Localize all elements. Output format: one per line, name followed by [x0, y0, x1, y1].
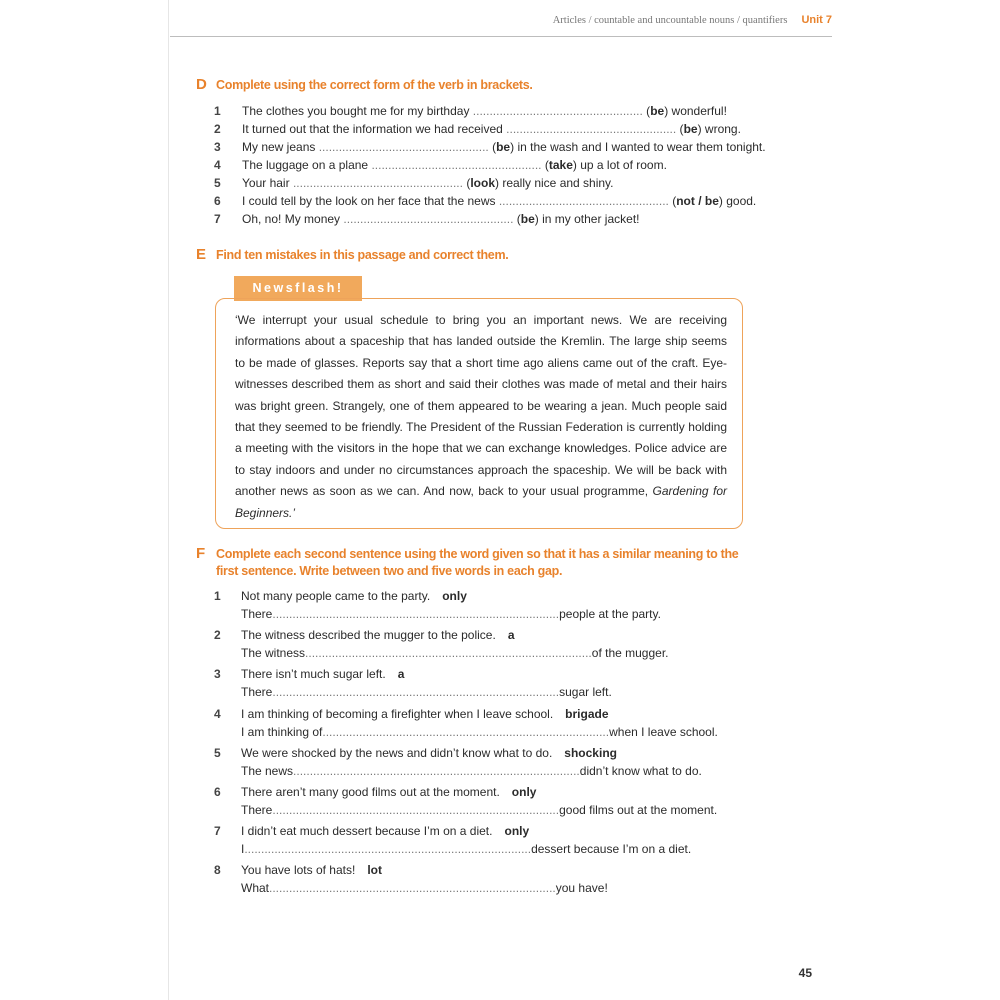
- answer-gap[interactable]: ......................................................................................: [322, 724, 610, 739]
- second-sentence-line: [214, 801, 774, 819]
- first-sentence-line: [214, 822, 774, 840]
- verb-in-brackets: take: [548, 158, 573, 172]
- section-f-title: [216, 546, 738, 580]
- second-sentence-line: [214, 762, 774, 780]
- key-word: only: [504, 824, 530, 839]
- second-end: of the mugger.: [591, 646, 669, 661]
- section-f-letter: F: [196, 545, 206, 562]
- first-sentence-line: [214, 587, 774, 605]
- exercise-item: [214, 174, 814, 192]
- workbook-page: [170, 0, 832, 1000]
- key-word: only: [511, 784, 537, 799]
- second-start: I: [241, 842, 245, 857]
- key-word: only: [442, 589, 467, 603]
- item-text: My new jeans ................................................... (be) in the wash and I wanted to wear them tonight.: [242, 140, 766, 154]
- item-text: The clothes you bought me for my birthday ................................................... (be) wonderful!: [242, 104, 727, 118]
- section-e-title: Find ten mistakes in this passage and correct them.: [216, 248, 509, 262]
- second-sentence-line: [214, 605, 774, 623]
- item-number: 8: [214, 863, 221, 878]
- first-sentence: There isn’t much sugar left.: [241, 667, 386, 682]
- page-number: 45: [798, 966, 812, 980]
- answer-gap[interactable]: ......................................................................................: [272, 607, 560, 621]
- item-text: Oh, no! My money ................................................... (be) in my other jacket!: [242, 212, 640, 226]
- exercise-item: [214, 192, 814, 210]
- item-number: 1: [214, 589, 221, 603]
- verb-in-brackets: be: [520, 212, 535, 226]
- item-number: 6: [214, 194, 221, 208]
- second-sentence-line: [214, 879, 774, 897]
- verb-in-brackets: not / be: [676, 194, 719, 208]
- first-sentence: There aren’t many good films out at the moment.: [241, 784, 500, 799]
- section-e-letter: E: [196, 246, 207, 263]
- section-d-list: [214, 102, 814, 228]
- exercise-item: [214, 102, 814, 120]
- section-d-title: Complete using the correct form of the verb in brackets.: [216, 78, 533, 92]
- header-topic: Articles / countable and uncountable nouns / quantifiers: [552, 15, 788, 26]
- answer-gap[interactable]: ......................................................................................: [244, 842, 532, 857]
- first-sentence: I didn’t eat much dessert because I’m on a diet.: [241, 824, 493, 839]
- transformation-item: [214, 587, 774, 626]
- second-start: The news: [241, 763, 294, 778]
- exercise-item: [214, 156, 814, 174]
- second-start: The witness: [241, 646, 306, 661]
- first-sentence-line: [214, 861, 774, 879]
- second-start: What: [241, 881, 270, 896]
- item-before: The clothes you bought me for my birthday: [242, 104, 473, 118]
- item-after: wrong.: [701, 122, 741, 136]
- second-sentence-line: [214, 840, 774, 858]
- section-f-title-line1: Complete each second sentence using the word given so that it has a similar meaning to the: [216, 547, 739, 561]
- second-sentence-line: [214, 683, 774, 701]
- item-number: 6: [214, 784, 221, 799]
- item-before: It turned out that the information we had received: [242, 122, 507, 136]
- answer-gap[interactable]: ......................................................................................: [293, 763, 580, 778]
- key-word: a: [507, 628, 515, 643]
- first-sentence: I am thinking of becoming a firefighter when I leave school.: [241, 706, 554, 721]
- second-sentence-line: [214, 723, 774, 741]
- item-number: 3: [214, 667, 221, 682]
- first-sentence-line: [214, 665, 774, 683]
- answer-gap[interactable]: ...................................................: [292, 176, 463, 190]
- transformation-item: [214, 705, 774, 744]
- exercise-item: [214, 120, 814, 138]
- second-start: There: [241, 607, 273, 621]
- second-end: when I leave school.: [609, 724, 718, 739]
- answer-gap[interactable]: ......................................................................................: [305, 646, 592, 661]
- first-sentence: You have lots of hats!: [241, 863, 356, 878]
- second-sentence-line: [214, 644, 774, 662]
- first-sentence-line: [214, 626, 774, 644]
- second-start: I am thinking of: [241, 724, 323, 739]
- passage-body: ‘We interrupt your usual schedule to bring you an important news. We are receiving informations about a spaceship that has landed outside the Kremlin. The large ship seems to be made of glasses. Reports say that a short time ago aliens came out of the craft. Eye-witnesses described them as short and said their clothes was made of metal and their hairs was bright green. Strangely, one of them appeared to be wearing a jean. Much people said that they seemed to be friendly. The President of the Russian Federation is currently holding a meeting with the visitors in the hope that we can exchange knowledges. Police advice are to stay indoors and under no circumstances approach the spaceship. We will be back with another news as soon as we can. And now, back to your usual programme,: [235, 313, 727, 499]
- section-d-letter: D: [196, 76, 207, 93]
- second-start: There: [241, 802, 273, 817]
- answer-gap[interactable]: ......................................................................................: [269, 881, 556, 896]
- item-text: Your hair ................................................... (look) really nice and shiny.: [242, 176, 614, 190]
- second-end: you have!: [555, 881, 608, 896]
- transformation-item: [214, 744, 774, 783]
- verb-in-brackets: be: [496, 140, 511, 154]
- item-before: Your hair: [242, 176, 293, 190]
- item-number: 4: [214, 158, 221, 172]
- item-after: in my other jacket!: [538, 212, 640, 226]
- item-number: 2: [214, 628, 221, 643]
- second-end: didn’t know what to do.: [579, 763, 702, 778]
- answer-gap[interactable]: ...................................................: [371, 158, 542, 172]
- item-after: really nice and shiny.: [499, 176, 614, 190]
- second-end: dessert because I’m on a diet.: [531, 842, 692, 857]
- item-before: My new jeans: [242, 140, 319, 154]
- transformation-item: [214, 861, 774, 900]
- transformation-item: [214, 783, 774, 822]
- item-number: 5: [214, 745, 221, 760]
- first-sentence-line: [214, 744, 774, 762]
- newsflash-tag: Newsflash!: [234, 276, 362, 301]
- answer-gap[interactable]: ...................................................: [498, 194, 669, 208]
- item-number: 7: [214, 212, 221, 226]
- item-text: I could tell by the look on her face that the news ................................................... (not / be) good.: [242, 194, 757, 208]
- exercise-item: [214, 210, 814, 228]
- section-f-list: [214, 587, 774, 901]
- item-number: 4: [214, 706, 221, 721]
- item-text: The luggage on a plane ................................................... (take) up a lot of room.: [242, 158, 667, 172]
- key-word: brigade: [565, 706, 609, 721]
- first-sentence-line: [214, 705, 774, 723]
- exercise-item: [214, 138, 814, 156]
- item-number: 1: [214, 104, 221, 118]
- key-word: lot: [367, 863, 382, 878]
- section-f-title-line2: first sentence. Write between two and five words in each gap.: [216, 564, 563, 578]
- passage-text: [235, 310, 727, 524]
- item-after: up a lot of room.: [576, 158, 667, 172]
- item-number: 3: [214, 140, 221, 154]
- key-word: shocking: [564, 745, 617, 760]
- second-end: people at the party.: [559, 607, 661, 621]
- first-sentence: We were shocked by the news and didn’t know what to do.: [241, 745, 553, 760]
- answer-gap[interactable]: ...................................................: [318, 140, 489, 154]
- answer-gap[interactable]: ...................................................: [472, 104, 643, 118]
- second-start: There: [241, 685, 273, 700]
- first-sentence: The witness described the mugger to the police.: [241, 628, 496, 643]
- answer-gap[interactable]: ...................................................: [343, 212, 514, 226]
- second-end: sugar left.: [559, 685, 612, 700]
- item-after: in the wash and I wanted to wear them tonight.: [514, 140, 766, 154]
- page-edge: [168, 0, 169, 1000]
- answer-gap[interactable]: ......................................................................................: [272, 802, 560, 817]
- verb-in-brackets: be: [683, 122, 698, 136]
- passage-title-italic: Gardening for Beginners.’: [235, 484, 727, 520]
- running-header: [170, 14, 832, 34]
- transformation-item: [214, 822, 774, 861]
- item-text: It turned out that the information we had received ................................................... (be) wrong.: [242, 122, 741, 136]
- item-after: wonderful!: [668, 104, 727, 118]
- item-number: 2: [214, 122, 221, 136]
- item-after: good.: [722, 194, 757, 208]
- answer-gap[interactable]: ...................................................: [506, 122, 677, 136]
- item-before: I could tell by the look on her face that the news: [242, 194, 499, 208]
- item-number: 7: [214, 824, 221, 839]
- first-sentence: Not many people came to the party.: [241, 589, 431, 603]
- transformation-item: [214, 626, 774, 665]
- verb-in-brackets: look: [470, 176, 495, 190]
- answer-gap[interactable]: ......................................................................................: [272, 685, 560, 700]
- second-end: good films out at the moment.: [559, 802, 718, 817]
- transformation-item: [214, 665, 774, 704]
- item-before: Oh, no! My money: [242, 212, 344, 226]
- verb-in-brackets: be: [650, 104, 665, 118]
- first-sentence-line: [214, 783, 774, 801]
- header-unit: Unit 7: [801, 14, 832, 26]
- item-number: 5: [214, 176, 221, 190]
- header-rule: [170, 36, 832, 37]
- item-before: The luggage on a plane: [242, 158, 372, 172]
- key-word: a: [397, 667, 405, 682]
